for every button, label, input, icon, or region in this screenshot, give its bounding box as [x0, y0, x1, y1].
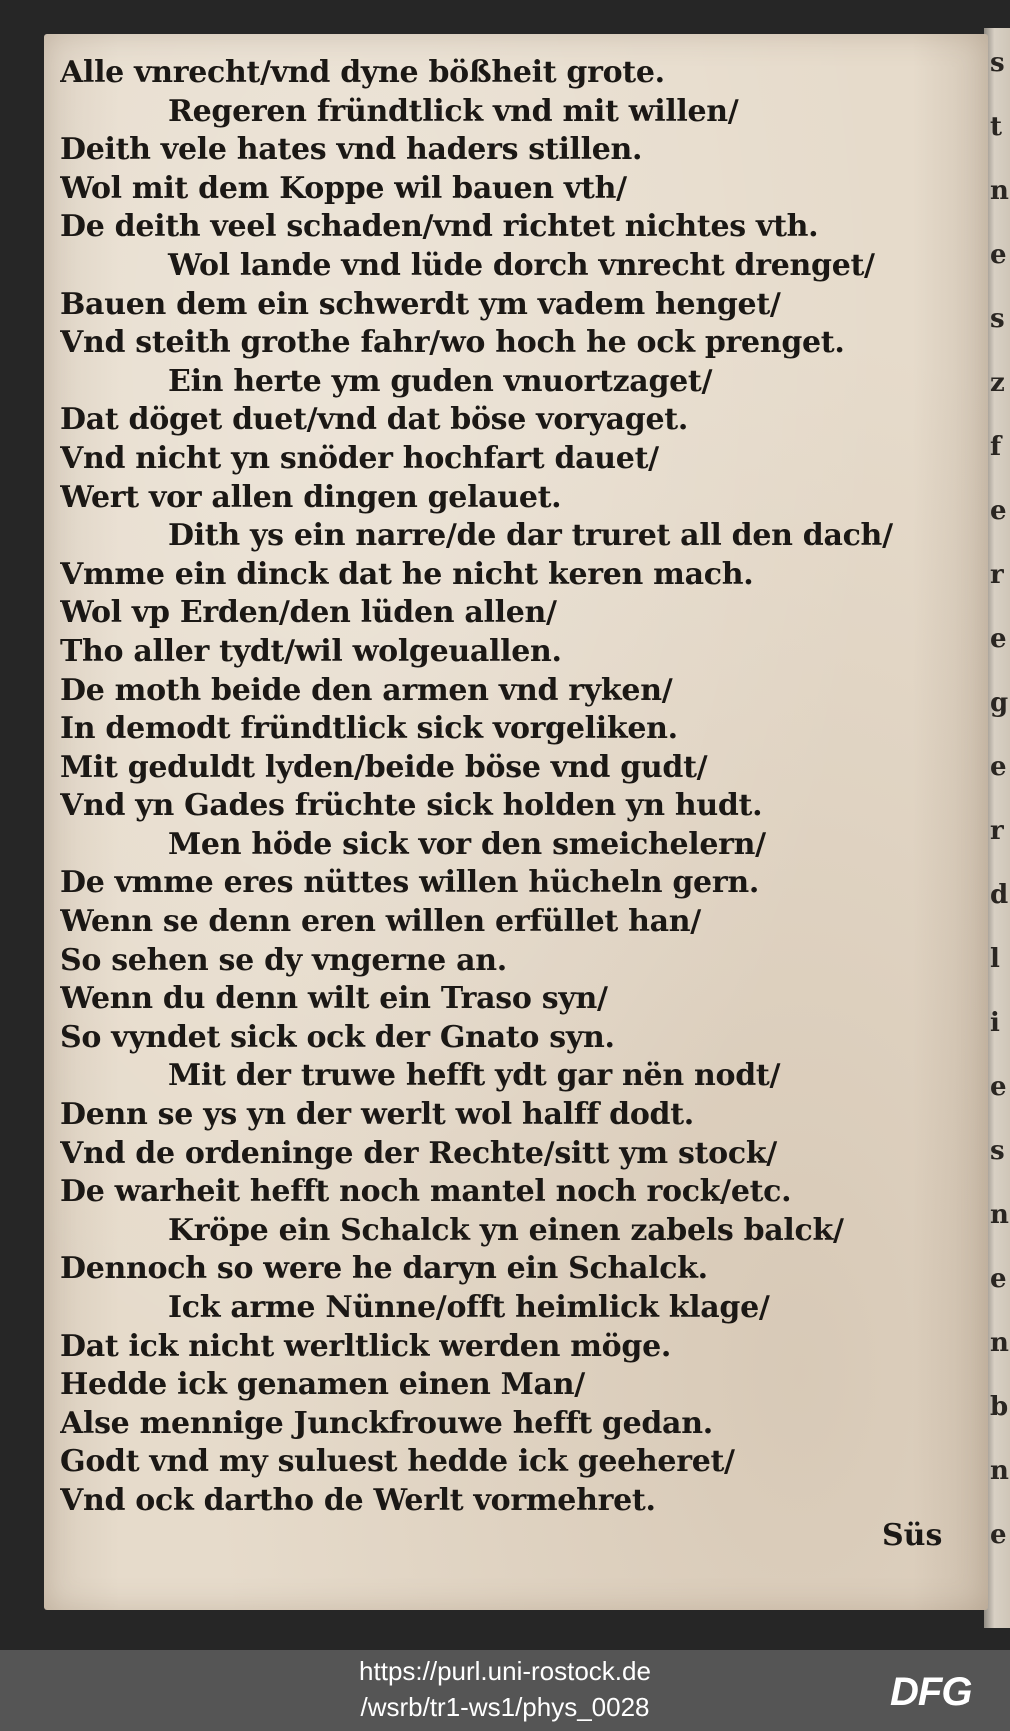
dfg-logo: DFG — [890, 1670, 972, 1714]
edge-glyph: f — [990, 432, 1002, 462]
edge-glyph: z — [990, 368, 1005, 398]
verse-line: Wenn se denn eren willen erfüllet han/ — [60, 904, 701, 940]
verse-line: Vnd steith grothe fahr/wo hoch he ock prenget. — [60, 325, 845, 361]
verse-line: In demodt fründtlick sick vorgeliken. — [60, 711, 678, 747]
verse-line: Vnd de ordeninge der Rechte/sitt ym stock/ — [60, 1135, 777, 1171]
edge-glyph: e — [990, 1072, 1007, 1102]
verse-line: So vyndet sick ock der Gnato syn. — [60, 1019, 615, 1055]
verse-line: Ein herte ym guden vnuortzaget/ — [168, 363, 713, 399]
permalink-url-line-1[interactable]: https://purl.uni-rostock.de — [359, 1656, 651, 1686]
verse-line: Regeren fründtlick vnd mit willen/ — [168, 93, 739, 129]
verse-line: Mit der truwe hefft ydt gar nën nodt/ — [168, 1058, 781, 1094]
edge-glyph: r — [990, 560, 1004, 590]
verse-line: Dat döget duet/vnd dat böse voryaget. — [60, 402, 688, 438]
edge-glyph: s — [990, 48, 1005, 78]
verse-line: Vnd ock dartho de Werlt vormehret. — [60, 1482, 656, 1518]
verse-line: Dennoch so were he daryn ein Schalck. — [60, 1251, 708, 1287]
edge-glyph: n — [990, 176, 1009, 206]
verse-line: De vmme eres nüttes willen hücheln gern. — [60, 865, 759, 901]
verse-line: Alse mennige Junckfrouwe hefft gedan. — [60, 1405, 713, 1441]
permalink-url-line-2[interactable]: /wsrb/tr1-ws1/phys_0028 — [360, 1692, 650, 1722]
page-text — [60, 54, 970, 1521]
verse-line: Dith ys ein narre/de dar truret all den dach/ — [168, 518, 893, 554]
verse-line: So sehen se dy vngerne an. — [60, 942, 507, 978]
verse-line: Dat ick nicht werltlick werden möge. — [60, 1328, 671, 1364]
verse-line: Wenn du denn wilt ein Traso syn/ — [60, 981, 608, 1017]
edge-glyph: n — [990, 1200, 1009, 1230]
edge-glyph: r — [990, 816, 1004, 846]
edge-glyph: g — [990, 688, 1009, 718]
verse-line: Godt vnd my suluest hedde ick geeheret/ — [60, 1444, 735, 1480]
verse-line: Deith vele hates vnd haders stillen. — [60, 132, 643, 168]
verse-line: De moth beide den armen vnd ryken/ — [60, 672, 673, 708]
edge-glyph: e — [990, 624, 1007, 654]
edge-glyph: e — [990, 1520, 1007, 1550]
edge-glyph: t — [990, 112, 1003, 142]
verse-line: Bauen dem ein schwerdt ym vadem henget/ — [60, 286, 781, 322]
edge-glyph: b — [990, 1392, 1009, 1422]
edge-glyph: e — [990, 496, 1007, 526]
edge-glyph: e — [990, 240, 1007, 270]
verse-line: Vnd yn Gades früchte sick holden yn hudt. — [60, 788, 763, 824]
edge-glyph: d — [990, 880, 1009, 910]
edge-glyph: s — [990, 304, 1005, 334]
edge-glyph: n — [990, 1328, 1009, 1358]
verse-line: Vmme ein dinck dat he nicht keren mach. — [60, 556, 754, 592]
edge-glyph: i — [990, 1008, 1000, 1038]
verse-line: Mit geduldt lyden/beide böse vnd gudt/ — [60, 749, 708, 785]
verse-line: Alle vnrecht/vnd dyne bößheit grote. — [60, 55, 665, 90]
edge-glyph: e — [990, 752, 1007, 782]
verse-line: Kröpe ein Schalck yn einen zabels balck/ — [168, 1212, 844, 1248]
edge-glyph: e — [990, 1264, 1007, 1294]
catchword: Süs — [882, 1518, 943, 1553]
verse-line: Wol lande vnd lüde dorch vnrecht drenget/ — [168, 247, 875, 283]
edge-glyph: l — [990, 944, 1000, 974]
verse-line: Ick arme Nünne/offt heimlick klage/ — [168, 1290, 770, 1325]
verse-line: De deith veel schaden/vnd richtet nichtes vth. — [60, 209, 819, 245]
verse-line: Vnd nicht yn snöder hochfart dauet/ — [60, 440, 659, 476]
verse-line: Wol mit dem Koppe wil bauen vth/ — [60, 170, 627, 206]
verse-line: Men höde sick vor den smeichelern/ — [168, 826, 766, 862]
verse-line: Denn se ys yn der werlt wol halff dodt. — [60, 1097, 694, 1133]
verse-line: Hedde ick genamen einen Man/ — [60, 1367, 585, 1403]
verse-line: Wol vp Erden/den lüden allen/ — [60, 595, 557, 631]
edge-glyph: n — [990, 1456, 1009, 1486]
verse-line: De warheit hefft noch mantel noch rock/etc. — [60, 1174, 792, 1210]
edge-glyph: s — [990, 1136, 1005, 1166]
verse-line: Tho aller tydt/wil wolgeuallen. — [60, 633, 562, 669]
verse-line: Wert vor allen dingen gelauet. — [60, 479, 562, 515]
